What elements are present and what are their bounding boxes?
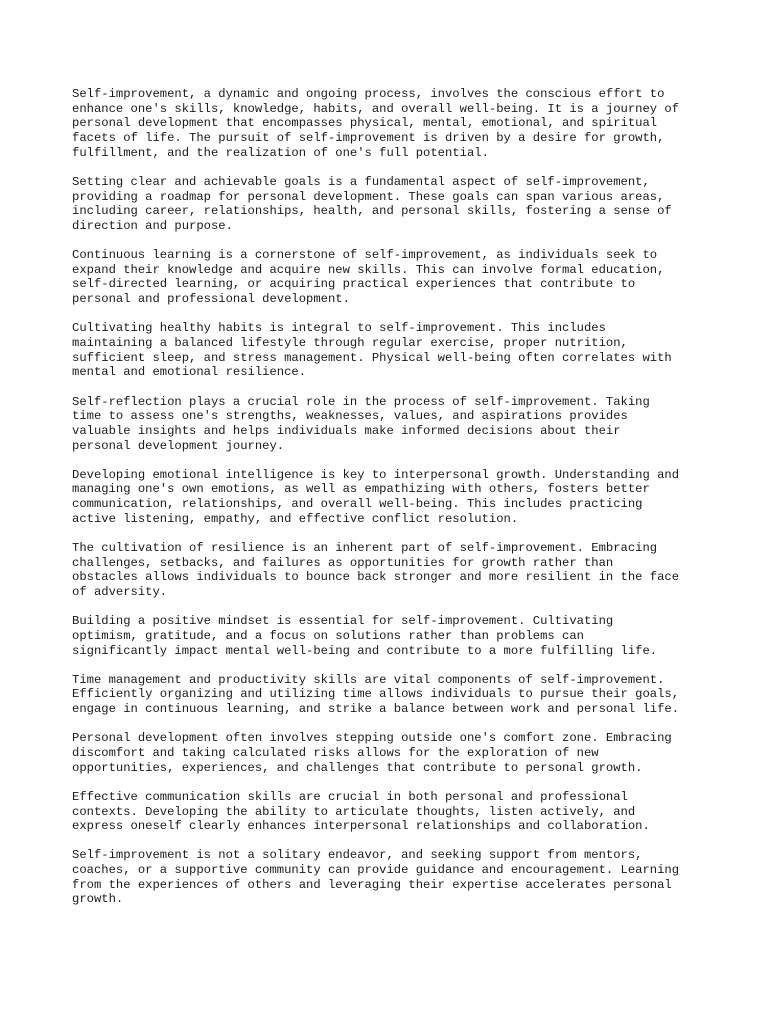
line: Developing emotional intelligence is key to interpersonal growth. Understanding and xyxy=(72,467,680,482)
paragraph-9 xyxy=(72,673,712,717)
line: optimism, gratitude, and a focus on solutions rather than problems can xyxy=(72,628,584,643)
line: providing a roadmap for personal development. These goals can span various areas, xyxy=(72,189,665,204)
line: express oneself clearly enhances interpersonal relationships and collaboration. xyxy=(72,819,650,834)
line: including career, relationships, health, and personal skills, fostering a sense of xyxy=(72,204,672,219)
line: challenges, setbacks, and failures as opportunities for growth rather than xyxy=(72,555,614,570)
line: communication, relationships, and overall well-being. This includes practicing xyxy=(72,497,643,512)
line: fulfillment, and the realization of one's full potential. xyxy=(72,145,489,160)
line: Self-improvement, a dynamic and ongoing process, involves the conscious effort to xyxy=(72,87,665,101)
line: maintaining a balanced lifestyle through regular exercise, proper nutrition, xyxy=(72,335,628,350)
line: Cultivating healthy habits is integral to self-improvement. This includes xyxy=(72,321,606,336)
line: facets of life. The pursuit of self-improvement is driven by a desire for growth, xyxy=(72,130,665,145)
line: sufficient sleep, and stress management. Physical well-being often correlates with xyxy=(72,350,672,365)
line: Time management and productivity skills are vital components of self-improvement. xyxy=(72,672,665,687)
line: opportunities, experiences, and challenges that contribute to personal growth. xyxy=(72,760,643,775)
line: personal development journey. xyxy=(72,438,285,453)
line: active listening, empathy, and effective conflict resolution. xyxy=(72,511,519,526)
line: direction and purpose. xyxy=(72,218,233,233)
line: enhance one's skills, knowledge, habits, and overall well-being. It is a journey of xyxy=(72,101,680,116)
paragraph-1 xyxy=(72,87,712,160)
line: Personal development often involves stepping outside one's comfort zone. Embracing xyxy=(72,731,672,746)
line: personal development that encompasses physical, mental, emotional, and spiritual xyxy=(72,116,658,131)
document-page xyxy=(72,87,712,922)
line: obstacles allows individuals to bounce back stronger and more resilient in the face xyxy=(72,570,680,585)
line: expand their knowledge and acquire new skills. This can involve formal education, xyxy=(72,262,665,277)
line: time to assess one's strengths, weaknesses, values, and aspirations provides xyxy=(72,409,628,424)
line: Self-improvement is not a solitary endeavor, and seeking support from mentors, xyxy=(72,848,643,863)
paragraph-4 xyxy=(72,321,712,380)
line: of adversity. xyxy=(72,584,168,599)
line: The cultivation of resilience is an inherent part of self-improvement. Embracing xyxy=(72,540,658,555)
line: Setting clear and achievable goals is a fundamental aspect of self-improvement, xyxy=(72,174,650,189)
paragraph-11 xyxy=(72,790,712,834)
line: self-directed learning, or acquiring practical experiences that contribute to xyxy=(72,277,636,292)
paragraph-8 xyxy=(72,614,712,658)
line: mental and emotional resilience. xyxy=(72,365,307,380)
paragraph-5 xyxy=(72,395,712,454)
line: valuable insights and helps individuals make informed decisions about their xyxy=(72,423,621,438)
paragraph-2 xyxy=(72,175,712,234)
line: Effective communication skills are crucial in both personal and professional xyxy=(72,789,628,804)
line: from the experiences of others and leveraging their expertise accelerates personal xyxy=(72,877,672,892)
line: growth. xyxy=(72,892,124,907)
line: contexts. Developing the ability to articulate thoughts, listen actively, and xyxy=(72,804,636,819)
paragraph-3 xyxy=(72,248,712,307)
paragraph-7 xyxy=(72,541,712,600)
line: discomfort and taking calculated risks allows for the exploration of new xyxy=(72,745,599,760)
paragraph-12 xyxy=(72,848,712,907)
line: personal and professional development. xyxy=(72,292,350,307)
line: coaches, or a supportive community can provide guidance and encouragement. Learning xyxy=(72,863,680,878)
line: Self-reflection plays a crucial role in the process of self-improvement. Taking xyxy=(72,394,650,409)
paragraph-6 xyxy=(72,468,712,527)
line: Efficiently organizing and utilizing time allows individuals to pursue their goals, xyxy=(72,687,680,702)
line: managing one's own emotions, as well as empathizing with others, fosters better xyxy=(72,482,650,497)
line: Continuous learning is a cornerstone of self-improvement, as individuals seek to xyxy=(72,248,658,263)
line: engage in continuous learning, and strike a balance between work and personal life. xyxy=(72,702,680,717)
paragraph-10 xyxy=(72,731,712,775)
line: Building a positive mindset is essential for self-improvement. Cultivating xyxy=(72,614,614,629)
line: significantly impact mental well-being and contribute to a more fulfilling life. xyxy=(72,643,658,658)
